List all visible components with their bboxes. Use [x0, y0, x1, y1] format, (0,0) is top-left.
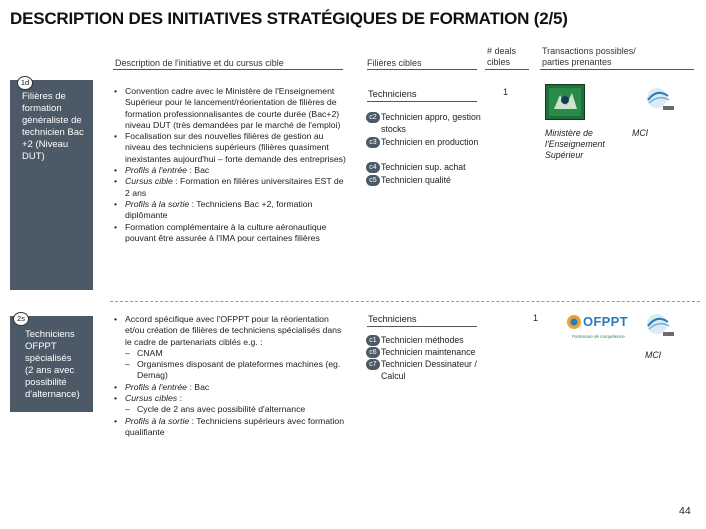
- bullet: • Profils à la sortie : Techniciens Bac +2, formation diplômante: [113, 199, 349, 222]
- partner-mci: MCI: [632, 128, 649, 138]
- sub-bullet: – CNAM: [113, 348, 349, 359]
- filiere-code-badge: c6: [366, 347, 380, 358]
- header-underline: [540, 69, 694, 70]
- filiere-item: Technicien appro, gestion stocks: [381, 112, 481, 134]
- initiative-title-2s: Techniciens OFPPT spécialisés (2 ans avec possibilité d'alternance): [25, 329, 80, 400]
- filiere-code-badge: c2: [366, 112, 380, 123]
- filiere-item: Technicien méthodes: [381, 335, 464, 345]
- bullet: • Profils à l'entrée : Bac: [113, 165, 349, 176]
- filiere-item: Technicien en production: [381, 137, 479, 147]
- header-transactions: Transactions possibles/ parties prenantes: [542, 46, 636, 67]
- initiative-description-1d: [113, 86, 349, 244]
- mci-logo-icon: [643, 86, 675, 114]
- filiere-code-badge: c1: [366, 335, 380, 346]
- header-filieres: Filières cibles: [367, 58, 422, 68]
- bullet: • Formation complémentaire à la culture aéronautique pouvant être assurée à l'IMA pour certaines filières: [113, 222, 349, 245]
- row-separator: [110, 301, 700, 302]
- filiere-code-badge: c3: [366, 137, 380, 148]
- filiere-underline: [367, 101, 477, 102]
- filiere-title-1d: Techniciens: [368, 89, 417, 99]
- bullet: • Accord spécifique avec l'OFPPT pour la réorientation et/ou création de filières de techniciens spécialisés dans le cadre de partenariats ciblés e.g. :: [113, 314, 349, 348]
- bullet: • Cursus cible : Formation en filières universitaires EST de 2 ans: [113, 176, 349, 199]
- filiere-underline: [367, 326, 477, 327]
- header-underline: [367, 69, 477, 70]
- initiative-description-2s: [113, 314, 349, 438]
- filiere-item: Technicien qualité: [381, 175, 451, 185]
- filiere-item: Technicien maintenance: [381, 347, 476, 357]
- filiere-code-badge: c7: [366, 359, 380, 370]
- header-description: Description de l'initiative et du cursus cible: [115, 58, 284, 68]
- filiere-item: Technicien Dessinateur / Calcul: [381, 359, 477, 381]
- bullet: • Focalisation sur des nouvelles filières de gestion au niveau des techniciens supérieurs (filières quasiment inexistantes aujourd'hui – forte demande des entreprises): [113, 131, 349, 165]
- partner-ministry: Ministère de l'Enseignement Supérieur: [545, 128, 605, 160]
- filiere-code-badge: c5: [366, 175, 380, 186]
- page-number: 44: [679, 505, 691, 517]
- ofppt-logo-icon: OFPPT Partenaire de compétence: [566, 312, 624, 348]
- mci-logo-icon: [643, 312, 675, 340]
- filiere-code-badge: c4: [366, 162, 380, 173]
- header-underline: [485, 69, 529, 70]
- page-title: DESCRIPTION DES INITIATIVES STRATÉGIQUES DE FORMATION (2/5): [10, 9, 568, 28]
- deals-count-2s: 1: [533, 313, 539, 323]
- bullet: • Profils à l'entrée : Bac: [113, 382, 349, 393]
- sub-bullet: – Cycle de 2 ans avec possibilité d'alternance: [113, 404, 349, 415]
- bullet: • Profils à la sortie : Techniciens supérieurs avec formation qualifiante: [113, 416, 349, 439]
- header-underline: [113, 69, 343, 70]
- initiative-badge: 1d: [17, 76, 33, 90]
- filiere-title-2s: Techniciens: [368, 314, 417, 324]
- header-deals: # deals cibles: [487, 46, 517, 67]
- deals-count-1d: 1: [503, 87, 509, 97]
- ministry-emblem-icon: [545, 84, 585, 120]
- initiative-badge: 2s: [13, 312, 29, 326]
- bullet: • Convention cadre avec le Ministère de l'Enseignement Supérieur pour le lancement/réorientation de filières de formation professionnalisantes de courte durée (Bac+2) niveau DUT (très demandées par le marché de l'emploi): [113, 86, 349, 131]
- filiere-item: Technicien sup. achat: [381, 162, 466, 172]
- partner-mci: MCI: [645, 350, 662, 360]
- initiative-title-1d: Filières de formation généraliste de technicien Bac +2 (Niveau DUT): [22, 91, 84, 162]
- sub-bullet: – Organismes disposant de plateformes machines (eg. Demag): [113, 359, 349, 382]
- bullet: • Cursus cibles :: [113, 393, 349, 404]
